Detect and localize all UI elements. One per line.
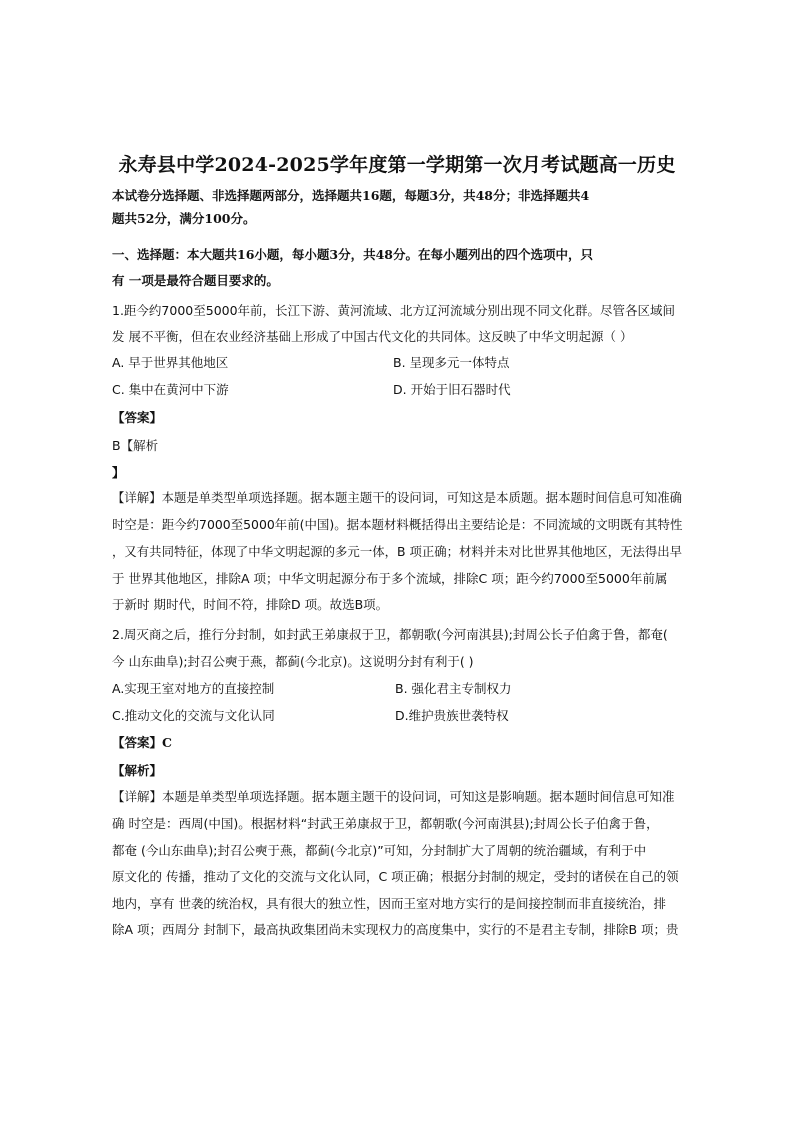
q1-answer-label: 【答案】 [112, 410, 163, 425]
q2-detail-line-3: 都奄 (今山东曲阜);封召公奭于燕，都蓟(今北京)”可知，分封制扩大了周朝的统治疆域，有利于中 [112, 843, 647, 858]
page-title: 永寿县中学2024-2025学年度第一学期第一次月考试题高一历史 [118, 154, 676, 176]
section-heading-line-2: 有 一项是最符合题目要求的。 [112, 273, 279, 288]
q1-option-b: B. 呈现多元一体特点 [393, 355, 510, 370]
q2-analysis-label: 【解析】 [112, 763, 163, 778]
q1-detail-line-2: 时空是：距今约7000至5000年前(中国)。据本题材料概括得出主要结论是：不同流域的文明既有其特性 [112, 517, 683, 532]
q2-option-b: B. 强化君主专制权力 [395, 681, 512, 696]
q1-detail-line-4: 于 世界其他地区，排除A 项；中华文明起源分布于多个流域，排除C 项；距今约7000至5000年前属 [112, 571, 668, 586]
q1-detail-line-5: 于新时 期时代，时间不符，排除D 项。故选B项。 [112, 597, 389, 612]
q1-detail-line-1: 【详解】本题是单类型单项选择题。据本题主题干的设问词，可知这是本质题。据本题时间信息可知准确 [112, 490, 683, 505]
q2-stem-line-1: 2.周灭商之后，推行分封制，如封武王弟康叔于卫，都朝歌(今河南淇县);封周公长子伯禽于鲁，都奄( [112, 627, 668, 642]
q1-detail-line-3: ，又有共同特征，体现了中华文明起源的多元一体，B 项正确；材料并未对比世界其他地区，无法得出早 [112, 544, 683, 559]
q2-detail-line-6: 除A 项；西周分 封制下，最高执政集团尚未实现权力的高度集中，实行的不是君主专制，排除B 项；贵 [112, 922, 679, 937]
q2-option-d: D.维护贵族世袭特权 [395, 708, 509, 723]
q2-detail-line-5: 地内，享有 世袭的统治权，具有很大的独立性，因而王室对地方实行的是间接控制而非直接统治，排 [112, 896, 666, 911]
q1-stem-line-2: 发 展不平衡，但在农业经济基础上形成了中国古代文化的共同体。这反映了中华文明起源（ ） [112, 329, 633, 344]
intro-line-1: 本试卷分选择题、非选择题两部分，选择题共16题，每题3分，共48分；非选择题共4 [112, 188, 590, 203]
q1-answer-line: B【解析 [112, 438, 159, 453]
q2-detail-line-1: 【详解】本题是单类型单项选择题。据本题主题干的设问词，可知这是影响题。据本题时间信息可知准 [112, 789, 675, 804]
intro-line-2: 题共52分，满分100分。 [112, 211, 256, 226]
q1-option-c: C. 集中在黄河中下游 [112, 382, 229, 397]
q2-detail-line-2: 确 时空是：西周(中国)。根据材料“封武王弟康叔于卫，都朝歌(今河南淇县);封周公长子伯禽于鲁， [112, 816, 659, 831]
q1-stem-line-1: 1.距今约7000至5000年前，长江下游、黄河流域、北方辽河流域分别出现不同文化群。尽管各区域间 [112, 303, 676, 318]
q2-option-a: A.实现王室对地方的直接控制 [112, 681, 275, 696]
q1-option-d: D. 开始于旧石器时代 [393, 382, 511, 397]
section-heading-line-1: 一、选择题：本大题共16小题，每小题3分，共48分。在每小题列出的四个选项中，只 [112, 247, 593, 262]
q2-detail-line-4: 原文化的 传播，推动了文化的交流与文化认同，C 项正确；根据分封制的规定，受封的诸侯在自己的领 [112, 869, 679, 884]
q1-bracket-close: 】 [112, 465, 125, 480]
q2-answer-line: 【答案】C [112, 735, 172, 750]
q2-stem-line-2: 今 山东曲阜);封召公奭于燕，都蓟(今北京)。这说明分封有利于( ) [112, 654, 474, 669]
q1-option-a: A. 早于世界其他地区 [112, 355, 229, 370]
q2-option-c: C.推动文化的交流与文化认同 [112, 708, 275, 723]
